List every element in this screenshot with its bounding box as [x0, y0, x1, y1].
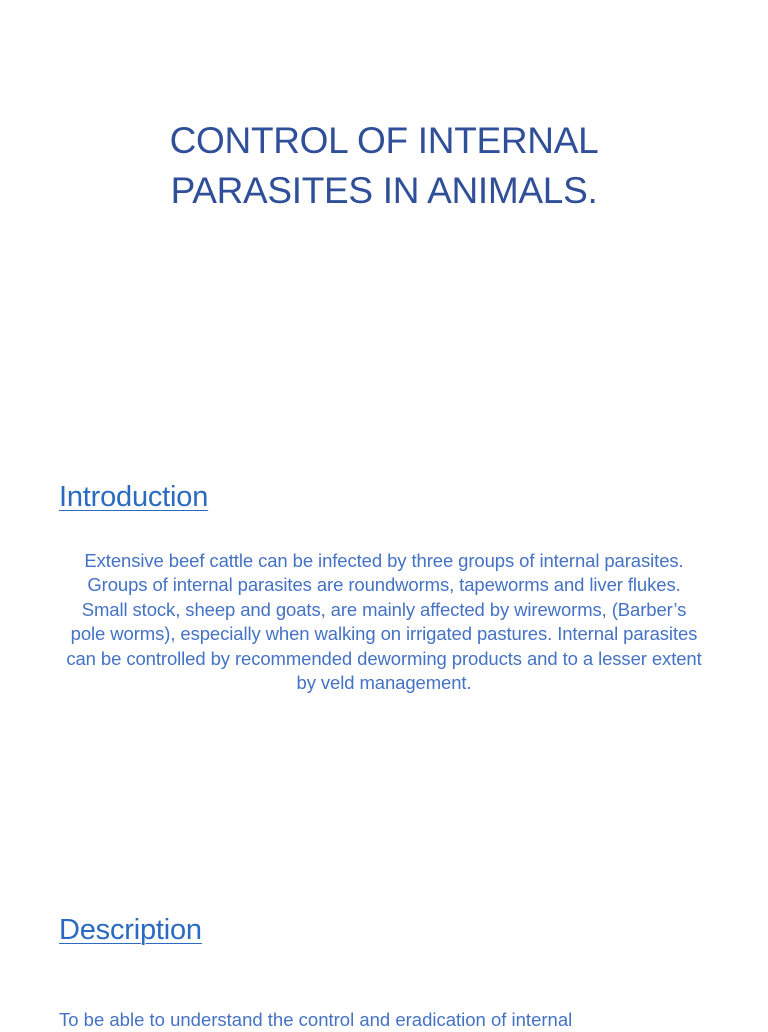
introduction-heading: Introduction: [59, 481, 209, 513]
description-paragraph: To be able to understand the control and eradication of internal: [59, 1009, 573, 1030]
description-heading: Description: [59, 914, 202, 946]
page-title-line-1: CONTROL OF INTERNAL: [169, 120, 599, 161]
page-title: [0, 116, 768, 216]
introduction-paragraph: Extensive beef cattle can be infected by three groups of internal parasites. Groups of internal parasites are roundworms, tapeworms and liver flukes. Small stock, sheep and goats, are mainly affected by wireworms, (Barber’s pole worms), especially when walking on irrigated pastures. Internal parasites can be controlled by recommended deworming products and to a lesser extent by veld management.: [66, 550, 702, 694]
page-title-line-2: PARASITES IN ANIMALS.: [170, 170, 598, 211]
